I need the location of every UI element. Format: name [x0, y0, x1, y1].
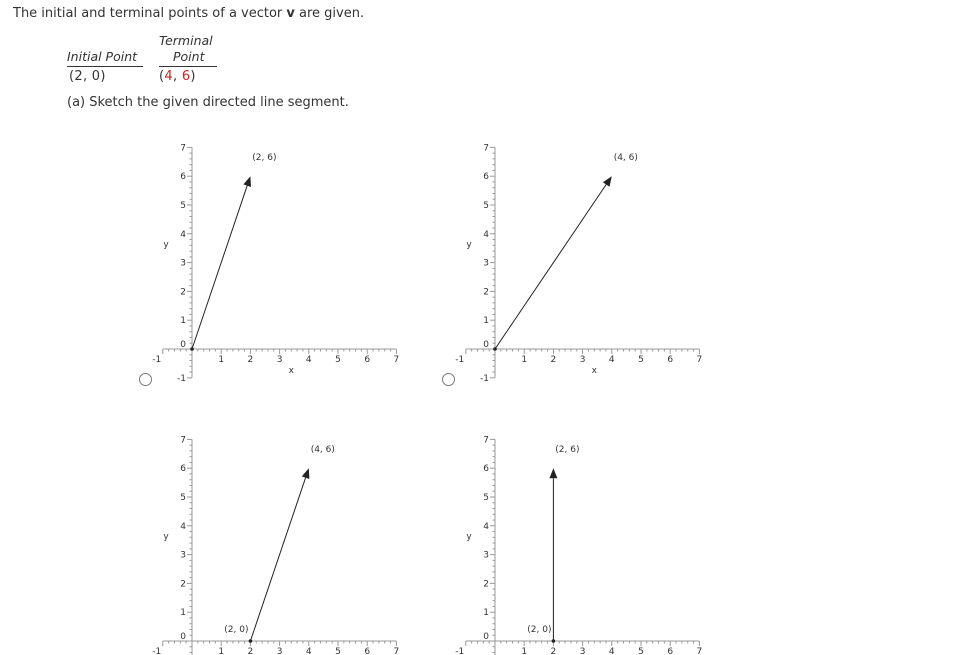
y-tick-label: 2: [483, 579, 489, 590]
terminal-point-label: (2, 6): [252, 153, 277, 164]
initial-point-label: (2, 0): [527, 625, 552, 635]
x-tick-label: 5: [335, 647, 341, 655]
x-tick-label: 4: [305, 647, 312, 655]
x-tick-label: 1: [218, 355, 225, 365]
vector-line: [495, 184, 606, 349]
y-tick-label: 6: [483, 464, 489, 475]
part-a-prompt: (a) Sketch the given directed line segment.: [67, 95, 349, 110]
y-tick-label: 7: [483, 143, 489, 154]
y-tick-label: -1: [480, 373, 489, 384]
x-tick-label: 2: [550, 647, 557, 655]
vector-arrowhead: [243, 176, 251, 187]
x-tick-label: 6: [667, 355, 674, 365]
terminal-point-value: (4, 6): [159, 69, 196, 84]
x-tick-label: 5: [638, 647, 644, 655]
x-tick-label: 7: [696, 647, 703, 655]
x-tick-label: 6: [364, 355, 371, 365]
x-tick-label: 3: [579, 355, 586, 365]
vector-arrowhead: [603, 176, 612, 187]
y-tick-label: 0: [180, 632, 186, 642]
initial-header-rule: [67, 66, 143, 67]
x-tick-label: 3: [276, 647, 283, 655]
vector-symbol: v: [286, 6, 295, 21]
y-tick-label: 3: [180, 550, 186, 561]
y-axis-label: y: [163, 531, 169, 542]
option-2-graph: [443, 135, 723, 395]
terminal-header-line1: Terminal: [159, 33, 213, 48]
x-tick-label: -1: [152, 647, 162, 655]
vector-arrowhead: [549, 468, 557, 478]
y-tick-label: 4: [180, 521, 186, 532]
x-tick-label: 4: [608, 355, 615, 365]
y-tick-label: 1: [483, 608, 489, 619]
terminal-header-line2: Point: [173, 49, 205, 64]
y-tick-label: 1: [180, 608, 186, 619]
vector-line: [250, 478, 305, 641]
x-tick-label: 7: [393, 355, 400, 365]
x-tick-label: 1: [521, 355, 528, 365]
x-tick-label: -1: [152, 355, 162, 365]
x-tick-label: 4: [608, 647, 615, 655]
y-tick-label: 1: [483, 316, 489, 327]
x-tick-label: 2: [247, 647, 254, 655]
option-3-graph: [140, 427, 420, 655]
x-tick-label: 2: [550, 355, 557, 365]
terminal-point-label: (4, 6): [310, 445, 335, 456]
y-tick-label: 7: [483, 435, 489, 446]
x-tick-label: -1: [455, 647, 465, 655]
y-tick-label: 5: [180, 493, 186, 503]
x-tick-label: 7: [696, 355, 703, 365]
x-tick-label: 4: [305, 355, 312, 365]
y-tick-label: 2: [180, 579, 186, 590]
y-tick-label: 0: [180, 340, 186, 350]
terminal-header-rule: [159, 66, 217, 67]
initial-point-label: (2, 0): [224, 625, 249, 635]
x-tick-label: -1: [455, 355, 465, 365]
x-tick-label: 7: [393, 647, 400, 655]
y-tick-label: 4: [180, 229, 186, 240]
y-tick-label: 2: [180, 287, 186, 298]
y-tick-label: 2: [483, 287, 489, 298]
y-tick-label: 0: [483, 340, 489, 350]
question-prefix: The initial and terminal points of a vector: [13, 6, 287, 21]
y-tick-label: 1: [180, 316, 186, 327]
terminal-point-label: (2, 6): [555, 445, 580, 456]
vector-arrowhead: [302, 468, 310, 479]
x-axis-label: x: [591, 366, 597, 376]
vector-start-point: [552, 639, 556, 643]
y-tick-label: 7: [180, 435, 186, 446]
x-tick-label: 6: [364, 647, 371, 655]
terminal-point-label: (4, 6): [613, 153, 638, 164]
y-tick-label: 5: [483, 201, 489, 211]
y-tick-label: 6: [180, 172, 186, 183]
y-tick-label: 5: [180, 201, 186, 211]
y-axis-label: y: [163, 239, 169, 250]
option-4-graph: [443, 427, 723, 655]
y-tick-label: 0: [483, 632, 489, 642]
initial-point-value: (2, 0): [69, 69, 106, 84]
x-tick-label: 3: [579, 647, 586, 655]
y-tick-label: 4: [483, 521, 489, 532]
vector-start-point: [190, 347, 194, 351]
x-axis-label: x: [288, 366, 294, 376]
y-tick-label: 3: [483, 550, 489, 561]
x-tick-label: 1: [521, 647, 528, 655]
x-tick-label: 1: [218, 647, 225, 655]
y-axis-label: y: [466, 239, 472, 250]
question-text: [13, 6, 364, 21]
vector-start-point: [493, 347, 497, 351]
x-tick-label: 5: [638, 355, 644, 365]
question-suffix: are given.: [294, 6, 365, 21]
vector-start-point: [249, 639, 253, 643]
initial-point-header: Initial Point: [67, 49, 138, 64]
x-tick-label: 3: [276, 355, 283, 365]
y-tick-label: 5: [483, 493, 489, 503]
y-tick-label: 3: [483, 258, 489, 269]
y-tick-label: 6: [180, 464, 186, 475]
y-tick-label: 6: [483, 172, 489, 183]
y-tick-label: -1: [177, 373, 186, 384]
vector-line: [192, 186, 247, 349]
x-tick-label: 6: [667, 647, 674, 655]
y-tick-label: 3: [180, 258, 186, 269]
x-tick-label: 2: [247, 355, 254, 365]
option-1-graph: [140, 135, 420, 395]
y-axis-label: y: [466, 531, 472, 542]
x-tick-label: 5: [335, 355, 341, 365]
y-tick-label: 4: [483, 229, 489, 240]
y-tick-label: 7: [180, 143, 186, 154]
